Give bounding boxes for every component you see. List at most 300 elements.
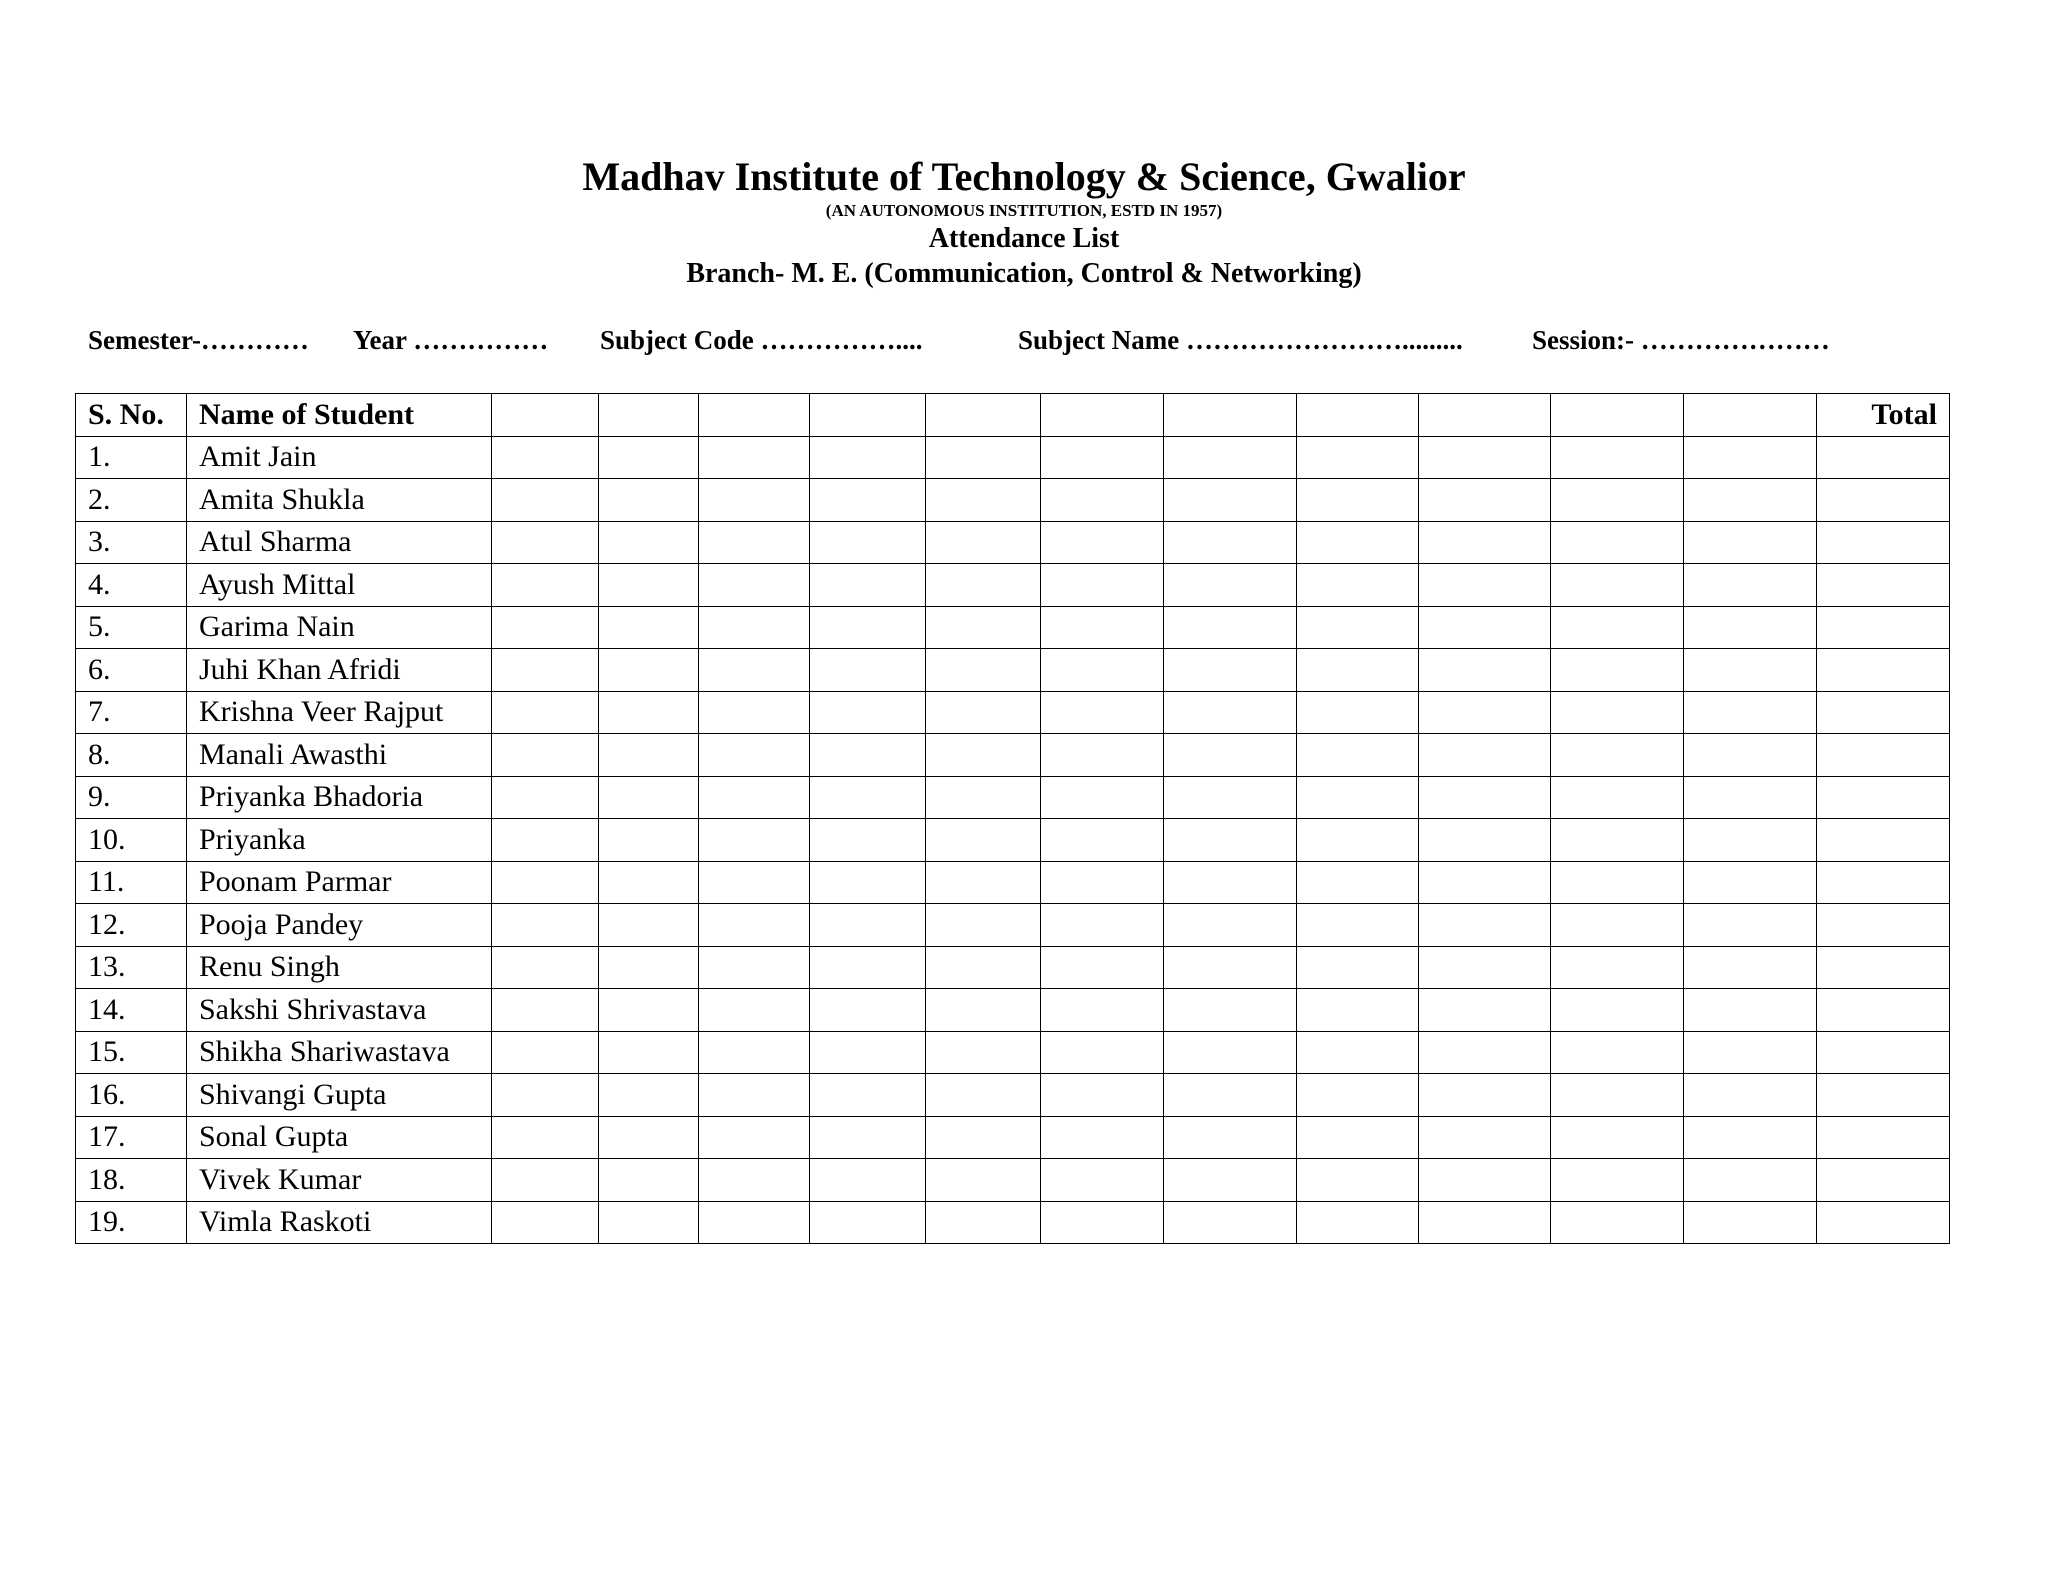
serial-number-cell: 14. [76, 989, 187, 1032]
total-cell [1817, 521, 1950, 564]
attendance-cell [492, 1201, 599, 1244]
total-cell [1817, 691, 1950, 734]
attendance-cell [1164, 946, 1297, 989]
student-name-cell: Pooja Pandey [187, 904, 492, 947]
attendance-cell [1551, 1116, 1684, 1159]
attendance-cell [1419, 904, 1551, 947]
student-name-cell: Manali Awasthi [187, 734, 492, 777]
table-row [76, 819, 1950, 862]
attendance-cell [810, 1074, 926, 1117]
attendance-cell [810, 861, 926, 904]
attendance-cell [1684, 691, 1817, 734]
attendance-cell [1419, 776, 1551, 819]
date-column-header [699, 394, 810, 437]
attendance-cell [1551, 989, 1684, 1032]
attendance-cell [699, 649, 810, 692]
attendance-cell [599, 564, 699, 607]
total-cell [1817, 1074, 1950, 1117]
attendance-cell [1297, 606, 1419, 649]
attendance-cell [599, 521, 699, 564]
attendance-table [75, 393, 1950, 1244]
table-row [76, 521, 1950, 564]
attendance-cell [926, 649, 1041, 692]
attendance-cell [492, 734, 599, 777]
date-column-header [1419, 394, 1551, 437]
attendance-cell [492, 691, 599, 734]
attendance-cell [492, 819, 599, 862]
table-row [76, 649, 1950, 692]
attendance-cell [492, 606, 599, 649]
attendance-cell [1419, 521, 1551, 564]
attendance-cell [1297, 1074, 1419, 1117]
attendance-cell [599, 479, 699, 522]
attendance-cell [1684, 564, 1817, 607]
student-name-header: Name of Student [187, 394, 492, 437]
date-column-header [1041, 394, 1164, 437]
attendance-cell [810, 606, 926, 649]
attendance-cell [1419, 946, 1551, 989]
attendance-cell [1551, 564, 1684, 607]
attendance-cell [699, 1031, 810, 1074]
serial-number-cell: 4. [76, 564, 187, 607]
attendance-cell [1419, 1074, 1551, 1117]
attendance-cell [1684, 1074, 1817, 1117]
attendance-cell [1164, 564, 1297, 607]
date-column-header [1684, 394, 1817, 437]
attendance-cell [1419, 691, 1551, 734]
serial-number-cell: 8. [76, 734, 187, 777]
table-row [76, 1201, 1950, 1244]
attendance-cell [810, 819, 926, 862]
attendance-cell [1551, 1031, 1684, 1074]
attendance-cell [599, 734, 699, 777]
attendance-cell [699, 691, 810, 734]
attendance-cell [492, 436, 599, 479]
total-cell [1817, 819, 1950, 862]
attendance-cell [492, 521, 599, 564]
serial-number-cell: 11. [76, 861, 187, 904]
student-name-cell: Amita Shukla [187, 479, 492, 522]
attendance-cell [1297, 436, 1419, 479]
subject-code-field: Subject Code …………….... [600, 325, 923, 355]
attendance-cell [926, 1201, 1041, 1244]
attendance-cell [926, 436, 1041, 479]
attendance-cell [1419, 1031, 1551, 1074]
attendance-cell [1297, 1116, 1419, 1159]
attendance-cell [699, 1159, 810, 1202]
attendance-cell [926, 989, 1041, 1032]
attendance-cell [492, 479, 599, 522]
attendance-cell [926, 1159, 1041, 1202]
attendance-cell [1684, 734, 1817, 777]
attendance-cell [1684, 521, 1817, 564]
attendance-cell [492, 1159, 599, 1202]
attendance-cell [1041, 861, 1164, 904]
total-cell [1817, 564, 1950, 607]
serial-number-cell: 19. [76, 1201, 187, 1244]
attendance-cell [810, 649, 926, 692]
total-cell [1817, 776, 1950, 819]
attendance-cell [1551, 734, 1684, 777]
attendance-cell [1551, 649, 1684, 692]
attendance-cell [926, 564, 1041, 607]
attendance-cell [1684, 989, 1817, 1032]
student-name-cell: Shivangi Gupta [187, 1074, 492, 1117]
attendance-cell [1041, 776, 1164, 819]
student-name-cell: Priyanka [187, 819, 492, 862]
attendance-cell [1297, 1031, 1419, 1074]
attendance-cell [599, 1074, 699, 1117]
attendance-cell [1419, 1159, 1551, 1202]
attendance-cell [1041, 606, 1164, 649]
attendance-cell [1684, 1201, 1817, 1244]
attendance-cell [599, 1116, 699, 1159]
attendance-cell [1419, 734, 1551, 777]
attendance-cell [1551, 436, 1684, 479]
attendance-cell [810, 904, 926, 947]
attendance-cell [699, 1116, 810, 1159]
attendance-cell [1419, 819, 1551, 862]
attendance-cell [1551, 1159, 1684, 1202]
attendance-cell [1297, 649, 1419, 692]
attendance-cell [1297, 734, 1419, 777]
attendance-cell [1297, 946, 1419, 989]
attendance-cell [1419, 989, 1551, 1032]
attendance-cell [1684, 1159, 1817, 1202]
subject-name-field: Subject Name ……………………......... [1018, 325, 1463, 355]
attendance-cell [1041, 819, 1164, 862]
attendance-cell [810, 989, 926, 1032]
total-cell [1817, 904, 1950, 947]
student-name-cell: Krishna Veer Rajput [187, 691, 492, 734]
attendance-cell [1551, 1074, 1684, 1117]
attendance-cell [1041, 1159, 1164, 1202]
attendance-cell [699, 946, 810, 989]
attendance-cell [1164, 734, 1297, 777]
attendance-cell [599, 691, 699, 734]
attendance-cell [926, 776, 1041, 819]
date-column-header [1551, 394, 1684, 437]
attendance-cell [1551, 861, 1684, 904]
attendance-cell [492, 1031, 599, 1074]
institute-title: Madhav Institute of Technology & Science, Gwalior [582, 154, 1466, 199]
student-name-cell: Sonal Gupta [187, 1116, 492, 1159]
attendance-cell [599, 606, 699, 649]
attendance-cell [1419, 861, 1551, 904]
attendance-cell [810, 734, 926, 777]
attendance-cell [599, 946, 699, 989]
attendance-cell [492, 989, 599, 1032]
attendance-cell [1419, 1201, 1551, 1244]
attendance-cell [599, 904, 699, 947]
table-row [76, 564, 1950, 607]
attendance-cell [1551, 776, 1684, 819]
serial-number-cell: 16. [76, 1074, 187, 1117]
student-name-cell: Atul Sharma [187, 521, 492, 564]
branch-label: Branch- M. E. (Communication, Control & Networking) [686, 258, 1362, 289]
attendance-cell [1551, 904, 1684, 947]
date-column-header [926, 394, 1041, 437]
serial-number-cell: 2. [76, 479, 187, 522]
attendance-cell [699, 479, 810, 522]
attendance-cell [1684, 904, 1817, 947]
attendance-cell [1041, 479, 1164, 522]
attendance-cell [1041, 649, 1164, 692]
attendance-cell [1419, 564, 1551, 607]
attendance-list-title: Attendance List [928, 223, 1120, 254]
attendance-cell [1419, 649, 1551, 692]
institute-subtitle: (AN AUTONOMOUS INSTITUTION, ESTD IN 1957) [825, 201, 1223, 220]
attendance-cell [599, 1159, 699, 1202]
attendance-cell [1041, 734, 1164, 777]
serial-number-cell: 1. [76, 436, 187, 479]
table-body [76, 436, 1950, 1244]
semester-field: Semester-………… [88, 325, 309, 355]
attendance-cell [1041, 989, 1164, 1032]
table-row [76, 479, 1950, 522]
total-cell [1817, 436, 1950, 479]
total-cell [1817, 1201, 1950, 1244]
attendance-cell [1297, 776, 1419, 819]
attendance-cell [926, 479, 1041, 522]
attendance-cell [1164, 1201, 1297, 1244]
attendance-cell [1684, 1116, 1817, 1159]
date-column-header [492, 394, 599, 437]
attendance-cell [926, 1074, 1041, 1117]
attendance-cell [1041, 946, 1164, 989]
table-row [76, 946, 1950, 989]
attendance-cell [599, 861, 699, 904]
attendance-cell [492, 649, 599, 692]
table-row [76, 691, 1950, 734]
attendance-cell [1551, 819, 1684, 862]
attendance-cell [1684, 436, 1817, 479]
attendance-cell [810, 776, 926, 819]
attendance-cell [1041, 1031, 1164, 1074]
attendance-cell [1419, 606, 1551, 649]
attendance-cell [1041, 564, 1164, 607]
year-field: Year …………… [353, 325, 549, 355]
attendance-cell [810, 1031, 926, 1074]
attendance-cell [1297, 479, 1419, 522]
attendance-cell [1419, 1116, 1551, 1159]
session-field: Session:- ………………… [1532, 325, 1830, 355]
attendance-cell [926, 691, 1041, 734]
attendance-cell [1041, 904, 1164, 947]
attendance-cell [1297, 904, 1419, 947]
total-cell [1817, 1116, 1950, 1159]
attendance-cell [1684, 861, 1817, 904]
attendance-cell [926, 1116, 1041, 1159]
student-name-cell: Shikha Shariwastava [187, 1031, 492, 1074]
attendance-cell [926, 946, 1041, 989]
attendance-cell [1164, 819, 1297, 862]
attendance-cell [1684, 946, 1817, 989]
table-row [76, 1031, 1950, 1074]
attendance-cell [1297, 521, 1419, 564]
serial-number-cell: 10. [76, 819, 187, 862]
attendance-cell [1164, 861, 1297, 904]
total-cell [1817, 989, 1950, 1032]
attendance-cell [699, 861, 810, 904]
student-name-cell: Priyanka Bhadoria [187, 776, 492, 819]
attendance-cell [492, 946, 599, 989]
attendance-cell [699, 904, 810, 947]
student-name-cell: Juhi Khan Afridi [187, 649, 492, 692]
attendance-cell [599, 649, 699, 692]
attendance-cell [1297, 1159, 1419, 1202]
attendance-cell [926, 904, 1041, 947]
serial-number-cell: 7. [76, 691, 187, 734]
attendance-cell [492, 564, 599, 607]
attendance-cell [492, 776, 599, 819]
attendance-cell [1297, 564, 1419, 607]
attendance-cell [1684, 776, 1817, 819]
attendance-cell [1041, 1201, 1164, 1244]
attendance-cell [810, 521, 926, 564]
attendance-cell [599, 776, 699, 819]
attendance-cell [1297, 1201, 1419, 1244]
attendance-cell [810, 436, 926, 479]
attendance-cell [1164, 521, 1297, 564]
attendance-cell [926, 606, 1041, 649]
student-name-cell: Ayush Mittal [187, 564, 492, 607]
table-row [76, 1116, 1950, 1159]
table-row [76, 776, 1950, 819]
attendance-cell [1041, 691, 1164, 734]
attendance-cell [699, 564, 810, 607]
attendance-cell [699, 819, 810, 862]
attendance-cell [926, 819, 1041, 862]
attendance-cell [1164, 691, 1297, 734]
attendance-cell [1164, 1031, 1297, 1074]
serial-number-cell: 15. [76, 1031, 187, 1074]
serial-number-cell: 6. [76, 649, 187, 692]
attendance-cell [1297, 989, 1419, 1032]
attendance-cell [810, 1159, 926, 1202]
attendance-cell [1041, 1074, 1164, 1117]
attendance-cell [810, 1201, 926, 1244]
total-cell [1817, 861, 1950, 904]
attendance-cell [1164, 776, 1297, 819]
student-name-cell: Vimla Raskoti [187, 1201, 492, 1244]
total-cell [1817, 946, 1950, 989]
student-name-cell: Poonam Parmar [187, 861, 492, 904]
attendance-cell [1684, 649, 1817, 692]
attendance-cell [699, 734, 810, 777]
attendance-cell [699, 1074, 810, 1117]
table-row [76, 606, 1950, 649]
attendance-cell [1419, 479, 1551, 522]
table-row [76, 734, 1950, 777]
serial-number-cell: 18. [76, 1159, 187, 1202]
attendance-cell [492, 904, 599, 947]
attendance-cell [1684, 1031, 1817, 1074]
attendance-cell [1164, 436, 1297, 479]
attendance-cell [599, 989, 699, 1032]
date-column-header [599, 394, 699, 437]
student-name-cell: Sakshi Shrivastava [187, 989, 492, 1032]
total-cell [1817, 649, 1950, 692]
attendance-cell [1551, 606, 1684, 649]
attendance-cell [1164, 1116, 1297, 1159]
attendance-cell [492, 1116, 599, 1159]
attendance-cell [810, 691, 926, 734]
attendance-cell [1551, 691, 1684, 734]
table-header-row [76, 394, 1950, 437]
date-column-header [1164, 394, 1297, 437]
attendance-cell [699, 606, 810, 649]
student-name-cell: Garima Nain [187, 606, 492, 649]
attendance-cell [1041, 1116, 1164, 1159]
attendance-cell [1684, 819, 1817, 862]
attendance-cell [1297, 819, 1419, 862]
attendance-cell [926, 734, 1041, 777]
attendance-cell [599, 436, 699, 479]
attendance-cell [926, 1031, 1041, 1074]
attendance-cell [1297, 861, 1419, 904]
attendance-cell [1551, 946, 1684, 989]
attendance-cell [1684, 479, 1817, 522]
date-column-header [810, 394, 926, 437]
attendance-cell [599, 1201, 699, 1244]
attendance-cell [492, 861, 599, 904]
attendance-cell [699, 989, 810, 1032]
serial-number-cell: 12. [76, 904, 187, 947]
attendance-cell [1297, 691, 1419, 734]
total-cell [1817, 479, 1950, 522]
attendance-cell [810, 479, 926, 522]
serial-number-cell: 13. [76, 946, 187, 989]
table-row [76, 436, 1950, 479]
sno-header: S. No. [76, 394, 187, 437]
student-name-cell: Amit Jain [187, 436, 492, 479]
attendance-cell [1551, 479, 1684, 522]
table-row [76, 904, 1950, 947]
student-name-cell: Renu Singh [187, 946, 492, 989]
total-cell [1817, 606, 1950, 649]
serial-number-cell: 17. [76, 1116, 187, 1159]
attendance-cell [1164, 649, 1297, 692]
attendance-cell [1041, 521, 1164, 564]
attendance-cell [599, 1031, 699, 1074]
attendance-cell [1164, 989, 1297, 1032]
student-name-cell: Vivek Kumar [187, 1159, 492, 1202]
table-row [76, 989, 1950, 1032]
attendance-cell [699, 1201, 810, 1244]
serial-number-cell: 5. [76, 606, 187, 649]
attendance-cell [699, 436, 810, 479]
attendance-cell [1551, 521, 1684, 564]
total-cell [1817, 1159, 1950, 1202]
table-row [76, 1159, 1950, 1202]
attendance-cell [1551, 1201, 1684, 1244]
attendance-cell [1164, 1074, 1297, 1117]
attendance-cell [1164, 606, 1297, 649]
attendance-cell [1164, 904, 1297, 947]
attendance-cell [1684, 606, 1817, 649]
attendance-cell [1419, 436, 1551, 479]
total-cell [1817, 1031, 1950, 1074]
serial-number-cell: 9. [76, 776, 187, 819]
attendance-cell [492, 1074, 599, 1117]
attendance-cell [699, 521, 810, 564]
attendance-cell [926, 861, 1041, 904]
date-column-header [1297, 394, 1419, 437]
serial-number-cell: 3. [76, 521, 187, 564]
attendance-cell [1164, 479, 1297, 522]
total-header: Total [1817, 394, 1950, 437]
